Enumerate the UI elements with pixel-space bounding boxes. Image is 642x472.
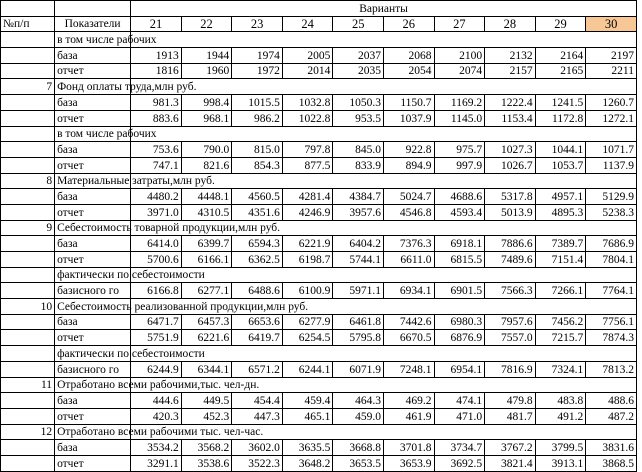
row-label: отчет [55, 330, 131, 346]
value-cell: 894.9 [383, 157, 434, 173]
table-row [1, 330, 637, 346]
value-cell: 6471.7 [131, 314, 182, 330]
value-cell: 968.1 [181, 110, 232, 126]
value-cell: 2211 [586, 63, 637, 79]
value-cell: 1974 [232, 48, 283, 64]
value-cell: 3971.0 [131, 204, 182, 220]
value-cell: 464.3 [333, 393, 384, 409]
row-number: 10 [1, 299, 55, 315]
value-cell: 6244.1 [282, 361, 333, 377]
value-cell: 5700.6 [131, 252, 182, 268]
value-cell: 3538.6 [181, 455, 232, 471]
row-number-blank [1, 440, 55, 456]
value-cell: 1027.3 [485, 142, 536, 158]
value-cell: 6414.0 [131, 236, 182, 252]
value-cell: 815.0 [232, 142, 283, 158]
value-cell: 5317.8 [485, 189, 536, 205]
value-cell: 1050.3 [333, 95, 384, 111]
value-cell: 7874.3 [586, 330, 637, 346]
value-cell: 1053.7 [535, 157, 586, 173]
value-cell: 5238.3 [586, 204, 637, 220]
value-cell: 454.4 [232, 393, 283, 409]
variant-header-30: 30 [586, 16, 637, 32]
value-cell: 5744.1 [333, 252, 384, 268]
value-cell: 6653.6 [232, 314, 283, 330]
value-cell: 2035 [333, 63, 384, 79]
value-cell: 7764.1 [586, 283, 637, 299]
value-cell: 2132 [485, 48, 536, 64]
value-cell: 3692.5 [434, 455, 485, 471]
header-blank-cell [55, 1, 131, 17]
value-cell: 3291.1 [131, 455, 182, 471]
value-cell: 747.1 [131, 157, 182, 173]
value-cell: 3568.2 [181, 440, 232, 456]
row-number [1, 126, 55, 142]
value-cell: 3648.2 [282, 455, 333, 471]
table-row [1, 440, 637, 456]
section-title: Себестоимость реализованной продукции,млн руб. [55, 299, 131, 315]
value-cell: 487.2 [586, 408, 637, 424]
table-row [1, 189, 637, 205]
value-cell: 6980.3 [434, 314, 485, 330]
value-cell: 6670.5 [383, 330, 434, 346]
row-label: база [55, 48, 131, 64]
value-cell: 1222.4 [485, 95, 536, 111]
value-cell: 6166.1 [181, 252, 232, 268]
row-number-blank [1, 236, 55, 252]
row-number-blank [1, 283, 55, 299]
row-number: 8 [1, 173, 55, 189]
value-cell: 6404.2 [333, 236, 384, 252]
row-label: база [55, 440, 131, 456]
value-cell: 5024.7 [383, 189, 434, 205]
row-number-blank [1, 393, 55, 409]
row-label: отчет [55, 63, 131, 79]
value-cell: 6488.6 [232, 283, 283, 299]
row-number: 9 [1, 220, 55, 236]
value-cell: 4480.2 [131, 189, 182, 205]
value-cell: 4546.8 [383, 204, 434, 220]
value-cell: 6461.8 [333, 314, 384, 330]
value-cell: 3635.5 [282, 440, 333, 456]
table-row [1, 236, 637, 252]
value-cell: 479.8 [485, 393, 536, 409]
row-label: отчет [55, 408, 131, 424]
section-title-row [1, 126, 637, 142]
value-cell: 3734.7 [434, 440, 485, 456]
row-label: база [55, 142, 131, 158]
section-title-row [1, 79, 637, 95]
value-cell: 1944 [181, 48, 232, 64]
value-cell: 6277.9 [282, 314, 333, 330]
section-title: Материальные затраты,млн руб. [55, 173, 131, 189]
row-label: база [55, 236, 131, 252]
row-number-blank [1, 252, 55, 268]
value-cell: 6254.5 [282, 330, 333, 346]
value-cell: 975.7 [434, 142, 485, 158]
value-cell: 4895.3 [535, 204, 586, 220]
value-cell: 6399.7 [181, 236, 232, 252]
variant-header-22: 22 [181, 16, 232, 32]
value-cell: 1071.7 [586, 142, 637, 158]
value-cell: 6419.7 [232, 330, 283, 346]
table-row [1, 95, 637, 111]
value-cell: 3868.5 [586, 455, 637, 471]
value-cell: 3831.6 [586, 440, 637, 456]
value-cell: 6221.6 [181, 330, 232, 346]
variant-header-21: 21 [131, 16, 182, 32]
value-cell: 6457.3 [181, 314, 232, 330]
value-cell: 5013.9 [485, 204, 536, 220]
value-cell: 452.3 [181, 408, 232, 424]
value-cell: 488.6 [586, 393, 637, 409]
variant-header-24: 24 [282, 16, 333, 32]
value-cell: 7266.1 [535, 283, 586, 299]
value-cell: 5795.8 [333, 330, 384, 346]
value-cell: 1145.0 [434, 110, 485, 126]
section-title-row [1, 346, 637, 362]
value-cell: 2164 [535, 48, 586, 64]
value-cell: 447.3 [232, 408, 283, 424]
value-cell: 7816.9 [485, 361, 536, 377]
value-cell: 3799.5 [535, 440, 586, 456]
value-cell: 4310.5 [181, 204, 232, 220]
section-title-row [1, 173, 637, 189]
row-label: базисного го [55, 361, 131, 377]
value-cell: 4384.7 [333, 189, 384, 205]
value-cell: 1241.5 [535, 95, 586, 111]
value-cell: 797.8 [282, 142, 333, 158]
value-cell: 997.9 [434, 157, 485, 173]
value-cell: 7215.7 [535, 330, 586, 346]
value-cell: 7686.9 [586, 236, 637, 252]
value-cell: 1026.7 [485, 157, 536, 173]
value-cell: 981.3 [131, 95, 182, 111]
table-row [1, 48, 637, 64]
variant-header-26: 26 [383, 16, 434, 32]
value-cell: 4351.6 [232, 204, 283, 220]
value-cell: 6954.1 [434, 361, 485, 377]
value-cell: 3653.9 [383, 455, 434, 471]
value-cell: 7489.6 [485, 252, 536, 268]
value-cell: 753.6 [131, 142, 182, 158]
value-cell: 3602.0 [232, 440, 283, 456]
value-cell: 1913 [131, 48, 182, 64]
row-number-blank [1, 157, 55, 173]
value-cell: 2037 [333, 48, 384, 64]
value-cell: 2054 [383, 63, 434, 79]
value-cell: 1153.4 [485, 110, 536, 126]
value-cell: 7804.1 [586, 252, 637, 268]
value-cell: 6344.1 [181, 361, 232, 377]
value-cell: 7886.6 [485, 236, 536, 252]
value-cell: 7557.0 [485, 330, 536, 346]
section-title-fill [131, 267, 637, 283]
row-number: 12 [1, 424, 55, 440]
indicator-header: Показатели [55, 16, 131, 32]
section-title-row [1, 32, 637, 48]
value-cell: 1037.9 [383, 110, 434, 126]
value-cell: 821.6 [181, 157, 232, 173]
table-row [1, 142, 637, 158]
row-number-blank [1, 330, 55, 346]
value-cell: 483.8 [535, 393, 586, 409]
value-cell: 2014 [282, 63, 333, 79]
value-cell: 3522.3 [232, 455, 283, 471]
value-cell: 1015.5 [232, 95, 283, 111]
value-cell: 6901.5 [434, 283, 485, 299]
value-cell: 449.5 [181, 393, 232, 409]
row-number-blank [1, 95, 55, 111]
value-cell: 1169.2 [434, 95, 485, 111]
row-label: база [55, 95, 131, 111]
value-cell: 2165 [535, 63, 586, 79]
value-cell: 6244.9 [131, 361, 182, 377]
value-cell: 7456.2 [535, 314, 586, 330]
value-cell: 3821.4 [485, 455, 536, 471]
value-cell: 4593.4 [434, 204, 485, 220]
value-cell: 4448.1 [181, 189, 232, 205]
value-cell: 2068 [383, 48, 434, 64]
section-title: в том числе рабочих [55, 32, 131, 48]
value-cell: 1137.9 [586, 157, 637, 173]
variant-header-25: 25 [333, 16, 384, 32]
value-cell: 6100.9 [282, 283, 333, 299]
section-title-fill [131, 126, 637, 142]
row-number: 7 [1, 79, 55, 95]
row-label: база [55, 393, 131, 409]
value-cell: 7151.4 [535, 252, 586, 268]
variant-header-28: 28 [485, 16, 536, 32]
table-row [1, 314, 637, 330]
value-cell: 6934.1 [383, 283, 434, 299]
value-cell: 7324.1 [535, 361, 586, 377]
value-cell: 1272.1 [586, 110, 637, 126]
value-cell: 491.2 [535, 408, 586, 424]
section-title-fill [131, 32, 637, 48]
value-cell: 444.6 [131, 393, 182, 409]
value-cell: 4246.9 [282, 204, 333, 220]
variant-header-29: 29 [535, 16, 586, 32]
value-cell: 998.4 [181, 95, 232, 111]
value-cell: 986.2 [232, 110, 283, 126]
row-label: база [55, 314, 131, 330]
row-label: отчет [55, 204, 131, 220]
value-cell: 6166.8 [131, 283, 182, 299]
value-cell: 7756.1 [586, 314, 637, 330]
section-title-fill [131, 346, 637, 362]
value-cell: 7248.1 [383, 361, 434, 377]
row-label: отчет [55, 157, 131, 173]
value-cell: 1172.8 [535, 110, 586, 126]
value-cell: 2157 [485, 63, 536, 79]
value-cell: 459.0 [333, 408, 384, 424]
value-cell: 2005 [282, 48, 333, 64]
table-row [1, 455, 637, 471]
section-title: фактически по себестоимости [55, 346, 131, 362]
value-cell: 461.9 [383, 408, 434, 424]
value-cell: 3767.2 [485, 440, 536, 456]
section-title-row [1, 220, 637, 236]
section-title: Фонд оплаты труда,млн руб. [55, 79, 131, 95]
value-cell: 6277.1 [181, 283, 232, 299]
value-cell: 953.5 [333, 110, 384, 126]
row-number-blank [1, 142, 55, 158]
value-cell: 469.2 [383, 393, 434, 409]
value-cell: 2074 [434, 63, 485, 79]
value-cell: 1150.7 [383, 95, 434, 111]
value-cell: 7957.6 [485, 314, 536, 330]
value-cell: 5751.9 [131, 330, 182, 346]
value-cell: 420.3 [131, 408, 182, 424]
value-cell: 1032.8 [282, 95, 333, 111]
row-number-header: №п/п [1, 16, 55, 32]
value-cell: 459.4 [282, 393, 333, 409]
row-label: отчет [55, 455, 131, 471]
row-number-blank [1, 63, 55, 79]
value-cell: 790.0 [181, 142, 232, 158]
value-cell: 854.3 [232, 157, 283, 173]
value-cell: 6918.1 [434, 236, 485, 252]
section-title-row [1, 267, 637, 283]
value-cell: 1044.1 [535, 142, 586, 158]
value-cell: 6198.7 [282, 252, 333, 268]
value-cell: 2197 [586, 48, 637, 64]
value-cell: 7376.3 [383, 236, 434, 252]
section-title: Отработано всеми рабочими,тыс. чел-дн. [55, 377, 131, 393]
row-number [1, 346, 55, 362]
table-row [1, 63, 637, 79]
value-cell: 1022.8 [282, 110, 333, 126]
section-title-row [1, 424, 637, 440]
value-cell: 922.8 [383, 142, 434, 158]
value-cell: 833.9 [333, 157, 384, 173]
variants-header: Варианты [131, 1, 637, 17]
value-cell: 3913.1 [535, 455, 586, 471]
value-cell: 6362.5 [232, 252, 283, 268]
value-cell: 1972 [232, 63, 283, 79]
value-cell: 474.1 [434, 393, 485, 409]
value-cell: 4957.1 [535, 189, 586, 205]
table-row [1, 283, 637, 299]
table-row [1, 157, 637, 173]
header-row-1 [1, 1, 637, 17]
value-cell: 5971.1 [333, 283, 384, 299]
row-number-blank [1, 189, 55, 205]
row-label: отчет [55, 252, 131, 268]
section-title: фактически по себестоимости [55, 267, 131, 283]
value-cell: 1260.7 [586, 95, 637, 111]
section-title: Отработано всеми рабочими тыс. чел-час. [55, 424, 131, 440]
value-cell: 4688.6 [434, 189, 485, 205]
value-cell: 1816 [131, 63, 182, 79]
row-label: база [55, 189, 131, 205]
value-cell: 7566.3 [485, 283, 536, 299]
value-cell: 7813.2 [586, 361, 637, 377]
section-title: в том числе рабочих [55, 126, 131, 142]
value-cell: 7442.6 [383, 314, 434, 330]
value-cell: 1960 [181, 63, 232, 79]
value-cell: 3701.8 [383, 440, 434, 456]
value-cell: 883.6 [131, 110, 182, 126]
value-cell: 481.7 [485, 408, 536, 424]
header-corner-cell [1, 1, 55, 17]
section-title: Себестоимость товарной продукции,млн руб. [55, 220, 131, 236]
section-title-row [1, 299, 637, 315]
value-cell: 6571.2 [232, 361, 283, 377]
value-cell: 471.0 [434, 408, 485, 424]
table-row [1, 361, 637, 377]
variant-header-27: 27 [434, 16, 485, 32]
value-cell: 6221.9 [282, 236, 333, 252]
table-row [1, 110, 637, 126]
table-row [1, 204, 637, 220]
value-cell: 3957.6 [333, 204, 384, 220]
row-number: 11 [1, 377, 55, 393]
value-cell: 877.5 [282, 157, 333, 173]
value-cell: 6815.5 [434, 252, 485, 268]
variant-header-23: 23 [232, 16, 283, 32]
value-cell: 2100 [434, 48, 485, 64]
value-cell: 465.1 [282, 408, 333, 424]
row-label: базисного го [55, 283, 131, 299]
value-cell: 6876.9 [434, 330, 485, 346]
value-cell: 4281.4 [282, 189, 333, 205]
header-row-2 [1, 16, 637, 32]
table-row [1, 408, 637, 424]
value-cell: 5129.9 [586, 189, 637, 205]
section-title-row [1, 377, 637, 393]
row-number-blank [1, 110, 55, 126]
value-cell: 3653.5 [333, 455, 384, 471]
row-number-blank [1, 408, 55, 424]
value-cell: 6594.3 [232, 236, 283, 252]
value-cell: 3534.2 [131, 440, 182, 456]
row-number [1, 32, 55, 48]
row-number-blank [1, 204, 55, 220]
row-number-blank [1, 455, 55, 471]
row-number-blank [1, 314, 55, 330]
value-cell: 6071.9 [333, 361, 384, 377]
value-cell: 6611.0 [383, 252, 434, 268]
value-cell: 845.0 [333, 142, 384, 158]
value-cell: 3668.8 [333, 440, 384, 456]
value-cell: 7389.7 [535, 236, 586, 252]
row-label: отчет [55, 110, 131, 126]
value-cell: 4560.5 [232, 189, 283, 205]
table-row [1, 393, 637, 409]
table-row [1, 252, 637, 268]
section-title-fill [131, 79, 637, 95]
row-number-blank [1, 48, 55, 64]
row-number [1, 267, 55, 283]
row-number-blank [1, 361, 55, 377]
